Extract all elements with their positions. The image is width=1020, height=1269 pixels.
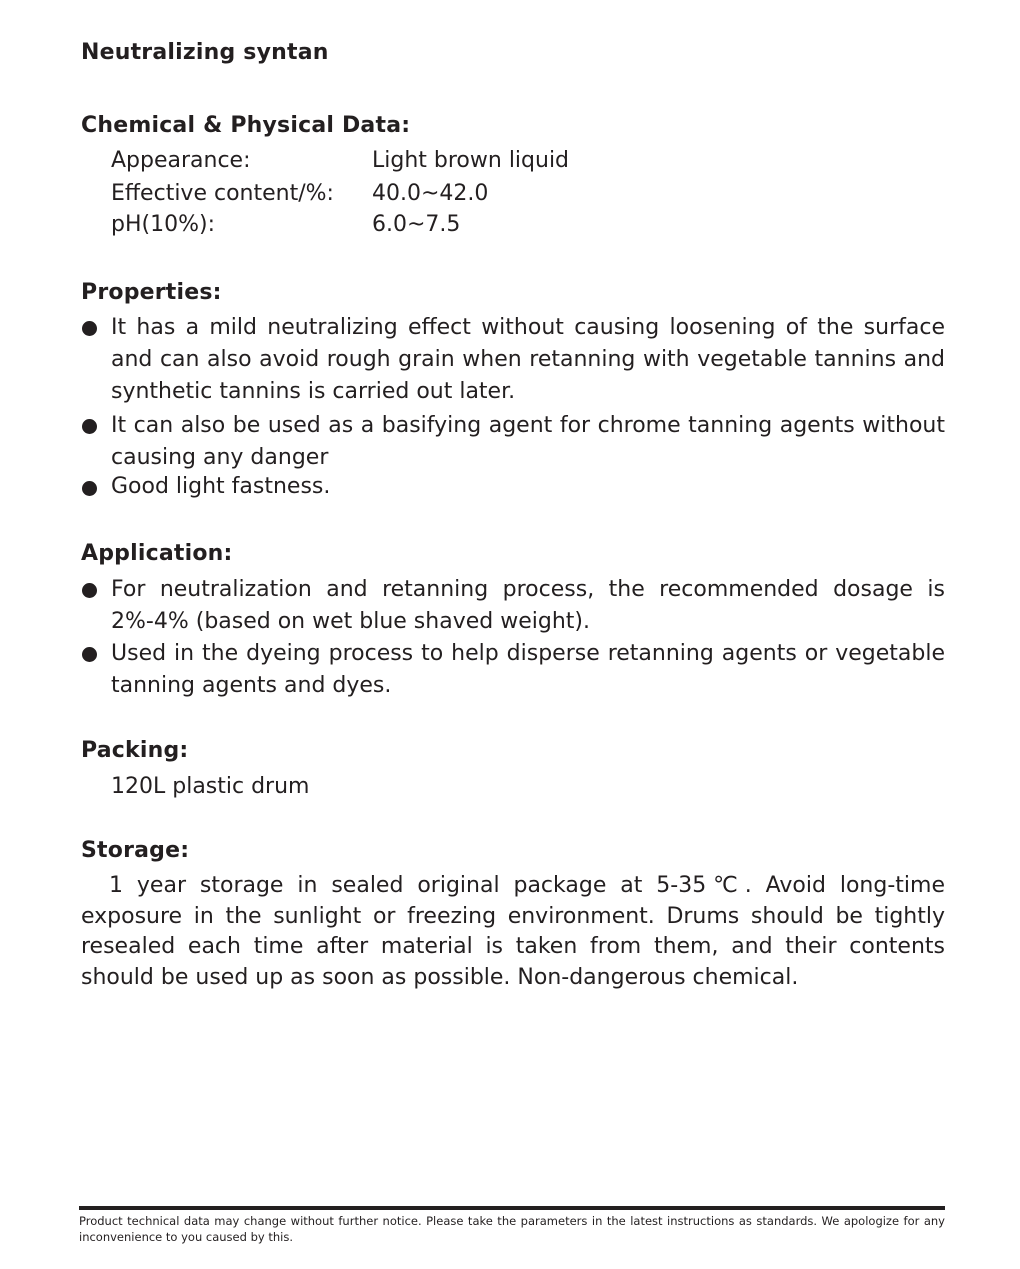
spec-value-effective-content: 40.0~42.0 bbox=[372, 181, 489, 206]
properties-heading: Properties: bbox=[81, 280, 222, 305]
footer-disclaimer: Product technical data may change without further notice. Please take the parameters in the latest instructions as standards. We apologize for any inconvenience to you caused by this. bbox=[79, 1214, 945, 1244]
properties-item: It has a mild neutralizing effect without causing loosening of the surface and can also avoid rough grain when retanning with vegetable tannins and synthetic tannins is carried out later. bbox=[111, 315, 945, 404]
footer-divider bbox=[79, 1206, 945, 1210]
spec-label-effective-content: Effective content/%: bbox=[111, 181, 334, 206]
bullet-icon bbox=[82, 481, 97, 496]
properties-item: It can also be used as a basifying agent for chrome tanning agents without causing any danger bbox=[111, 413, 945, 470]
bullet-icon bbox=[82, 419, 97, 434]
application-item: For neutralization and retanning process, the recommended dosage is 2%-4% (based on wet blue shaved weight). bbox=[111, 577, 945, 634]
bullet-icon bbox=[82, 583, 97, 598]
bullet-icon bbox=[82, 321, 97, 336]
bullet-icon bbox=[82, 647, 97, 662]
properties-item: Good light fastness. bbox=[111, 474, 331, 499]
application-item: Used in the dyeing process to help disperse retanning agents or vegetable tanning agents and dyes. bbox=[111, 641, 945, 698]
chemical-physical-heading: Chemical & Physical Data: bbox=[81, 113, 411, 138]
spec-value-appearance: Light brown liquid bbox=[372, 148, 570, 173]
packing-heading: Packing: bbox=[81, 738, 189, 763]
page-title: Neutralizing syntan bbox=[81, 40, 329, 65]
application-heading: Application: bbox=[81, 541, 233, 566]
spec-label-appearance: Appearance: bbox=[111, 148, 251, 173]
storage-text: 1 year storage in sealed original package at 5-35℃. Avoid long-time exposure in the sunlight or freezing environment. Drums should be tightly resealed each time after material is taken from them, and their contents should be used up as soon as possible. Non-dangerous chemical. bbox=[81, 873, 945, 990]
storage-heading: Storage: bbox=[81, 838, 190, 863]
spec-value-ph: 6.0~7.5 bbox=[372, 212, 461, 237]
spec-label-ph: pH(10%): bbox=[111, 212, 215, 237]
packing-text: 120L plastic drum bbox=[111, 774, 310, 799]
